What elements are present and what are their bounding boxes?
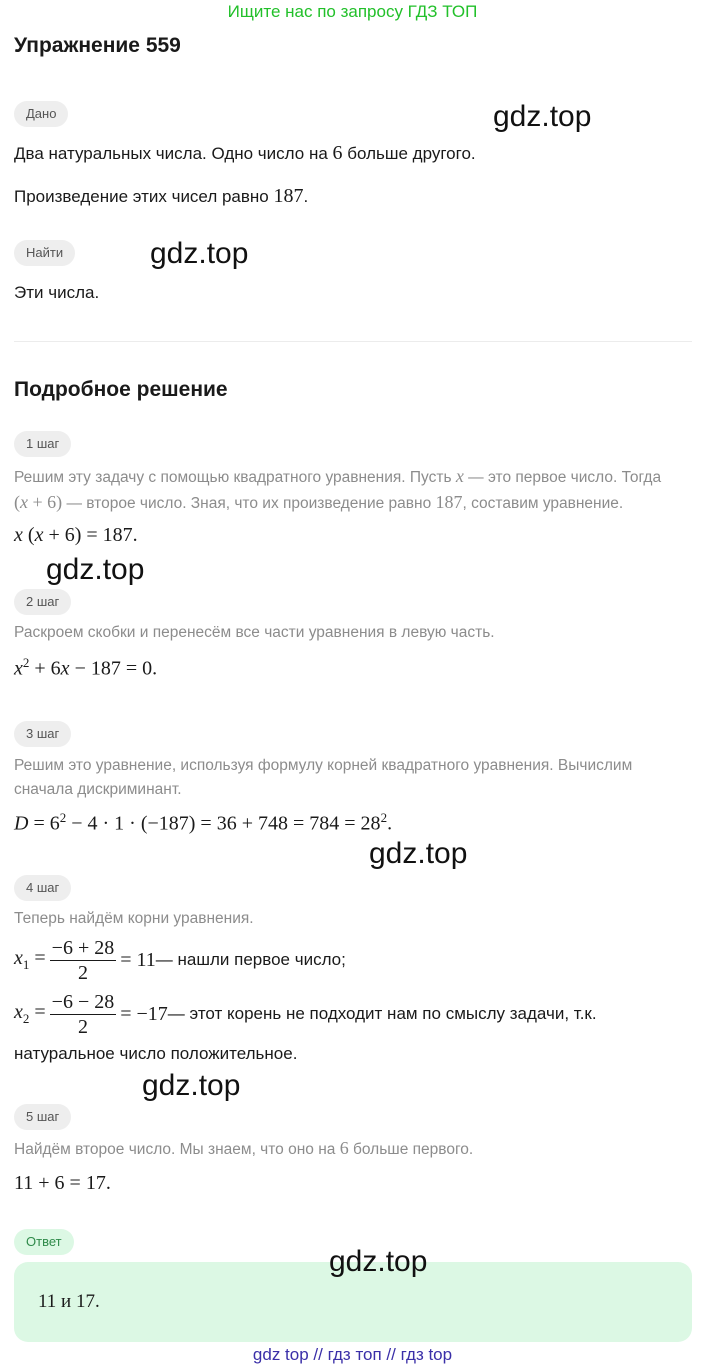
fraction-denominator: 2 [77, 961, 88, 984]
solution-title: Подробное решение [14, 378, 228, 401]
given-text: больше другого. [342, 144, 476, 163]
find-text: Эти числа. [14, 283, 100, 302]
given-text: . [303, 187, 309, 206]
root-1-line: $x_1$ = $\frac{-6 + 28}{2}$ = 11 — нашли первое число; [14, 936, 346, 984]
given-line-1 [14, 142, 476, 165]
root-1-fraction [50, 936, 117, 985]
math-number: 6 [339, 1138, 349, 1158]
watermark: gdz.top [46, 553, 145, 586]
fraction-numerator: −6 + 28 [51, 936, 115, 959]
find-label: Найти [14, 240, 75, 266]
step-text: Найдём второе число. Мы знаем, что оно на [14, 1141, 340, 1158]
step-1-chip [14, 431, 71, 457]
step-label: 1 шаг [14, 431, 71, 457]
step-text: Решим эту задачу с помощью квадратного уравнения. Пусть [14, 469, 456, 486]
step-text: — это первое число. Тогда [463, 469, 662, 486]
answer-text: 11 и 17. [38, 1291, 100, 1312]
watermark: gdz.top [493, 100, 592, 133]
math-var: x [455, 466, 464, 486]
given-text: Произведение этих чисел равно [14, 187, 274, 206]
step-1-text: Решим эту задачу с помощью квадратного уравнения. Пусть x — это первое число. Тогда (x + 6) — второе число. Зная, что их произведение равно 187, составим уравнение. [14, 466, 662, 512]
step-3-chip [14, 721, 71, 747]
watermark: gdz.top [150, 237, 249, 270]
given-text: Два натуральных числа. Одно число на [14, 144, 333, 163]
watermark: gdz.top [369, 837, 468, 870]
step-1-equation: x (x + 6) = 187. [14, 524, 138, 546]
step-text: — второе число. Зная, что их произведение равно [62, 495, 436, 512]
step-5-chip [14, 1104, 71, 1130]
step-2-equation: $x^2 + 6x - 187 = 0$. [14, 655, 158, 680]
step-label: 2 шаг [14, 589, 71, 615]
step-label: 4 шаг [14, 875, 71, 901]
watermark: gdz.top [142, 1069, 241, 1102]
step-4-chip [14, 875, 71, 901]
root-2-line: $x_2$ = $\frac{-6 - 28}{2}$ = −17 — этот корень не подходит нам по смыслу задачи, т.к. [14, 990, 597, 1038]
step-text: , составим уравнение. [462, 495, 624, 512]
given-number: 187 [273, 185, 304, 207]
step-text: больше первого. [348, 1141, 474, 1158]
step-4-text: Теперь найдём корни уравнения. [14, 910, 254, 927]
section-divider [14, 341, 692, 342]
root-2-fraction [50, 990, 117, 1039]
root-1-note: — нашли первое число; [155, 950, 346, 969]
answer-label: Ответ [14, 1229, 74, 1255]
page-title: Упражнение 559 [14, 34, 181, 57]
step-2-chip [14, 589, 71, 615]
given-number: 6 [332, 142, 343, 164]
promo-banner: Ищите нас по запросу ГДЗ ТОП [227, 2, 478, 21]
step-3-text: Решим это уравнение, используя формулу корней квадратного уравнения. Вычислим сначала дискриминант. [14, 757, 633, 798]
root-2-continuation: натуральное число положительное. [14, 1044, 298, 1063]
footer-links[interactable]: gdz top // гдз топ // гдз top [252, 1345, 453, 1364]
root-2-value: = −17 [120, 1002, 168, 1025]
find-chip [14, 240, 75, 266]
root-1-value: = 11 [120, 948, 156, 971]
given-chip [14, 101, 68, 127]
root-2-note: — этот корень не подходит нам по смыслу задачи, т.к. [167, 1004, 597, 1023]
fraction-numerator: −6 − 28 [51, 990, 115, 1013]
step-5-text [14, 1136, 694, 1162]
step-5-equation: 11 + 6 = 17. [14, 1172, 111, 1194]
step-3-equation: $D = 6^2 - 4 \cdot 1 \cdot (-187) = 36 + 748 = 784 = 28^2$. [14, 810, 393, 835]
answer-chip [14, 1229, 74, 1255]
step-label: 5 шаг [14, 1104, 71, 1130]
given-line-2 [14, 185, 308, 208]
step-label: 3 шаг [14, 721, 71, 747]
fraction-denominator: 2 [77, 1015, 88, 1038]
step-2-text: Раскроем скобки и перенесём все части уравнения в левую часть. [14, 624, 495, 641]
watermark: gdz.top [329, 1245, 428, 1278]
math-number: 187 [435, 492, 463, 512]
given-label: Дано [14, 101, 68, 127]
